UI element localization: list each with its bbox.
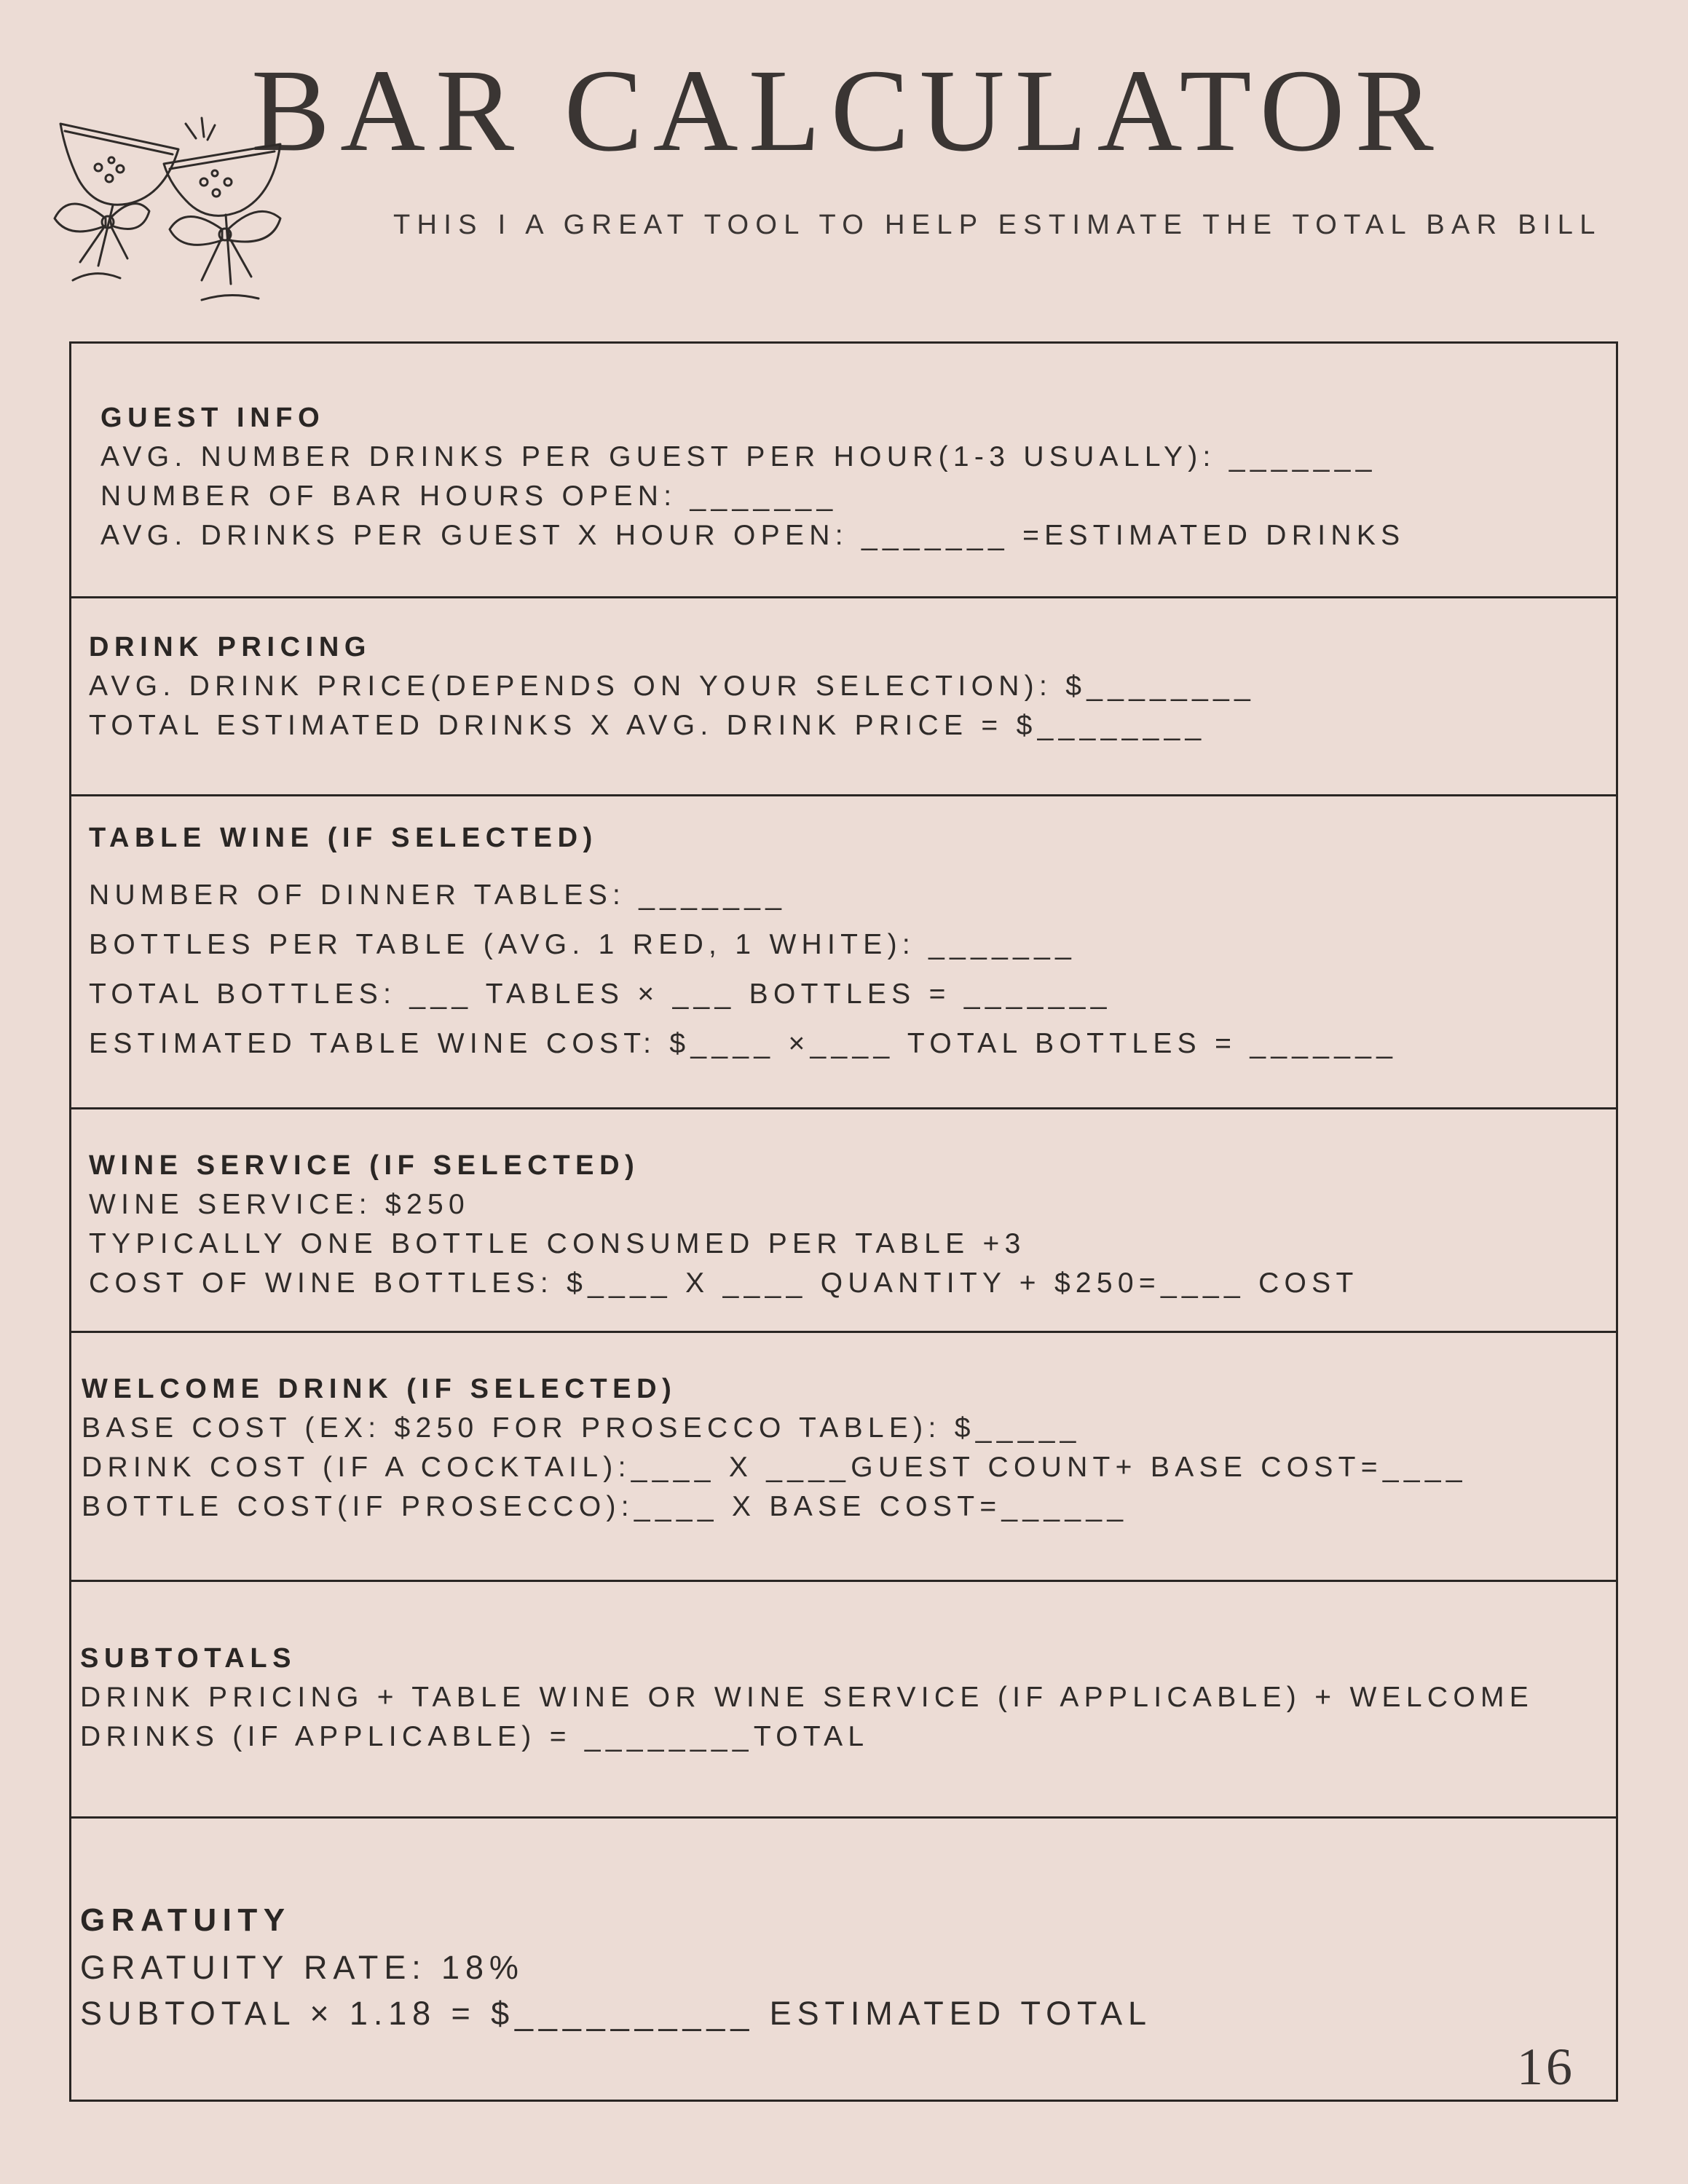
section-title: SUBTOTALS xyxy=(80,1643,297,1674)
section-gratuity xyxy=(71,1816,1616,2102)
page-number: 16 xyxy=(1517,2038,1575,2096)
section-table-wine xyxy=(71,794,1616,1107)
section-line: AVG. NUMBER DRINKS PER GUEST PER HOUR(1-3 USUALLY): _______ xyxy=(100,441,1377,472)
section-line: SUBTOTAL × 1.18 = $__________ ESTIMATED TOTAL xyxy=(80,1995,1152,2032)
section-line: AVG. DRINK PRICE(DEPENDS ON YOUR SELECTION): $________ xyxy=(89,670,1256,702)
section-title: WINE SERVICE (IF SELECTED) xyxy=(89,1150,640,1181)
section-line: BASE COST (EX: $250 FOR PROSECCO TABLE): $_____ xyxy=(82,1412,1081,1444)
section-title: WELCOME DRINK (IF SELECTED) xyxy=(82,1374,677,1404)
section-line: NUMBER OF BAR HOURS OPEN: _______ xyxy=(100,480,838,512)
section-line: GRATUITY RATE: 18% xyxy=(80,1949,524,1986)
section-line: DRINK PRICING + TABLE WINE OR WINE SERVICE (IF APPLICABLE) + WELCOME xyxy=(80,1682,1534,1713)
section-line: NUMBER OF DINNER TABLES: _______ xyxy=(89,879,787,911)
section-subtotals xyxy=(71,1580,1616,1816)
section-line: BOTTLES PER TABLE (AVG. 1 RED, 1 WHITE): _______ xyxy=(89,929,1077,960)
section-welcome-drink xyxy=(71,1331,1616,1580)
section-line: BOTTLE COST(IF PROSECCO):____ X BASE COST=______ xyxy=(82,1491,1129,1522)
section-line: AVG. DRINKS PER GUEST X HOUR OPEN: _______ =ESTIMATED DRINKS xyxy=(100,520,1405,551)
page-subtitle: THIS I A GREAT TOOL TO HELP ESTIMATE THE TOTAL BAR BILL xyxy=(393,210,1602,240)
section-line: TYPICALLY ONE BOTTLE CONSUMED PER TABLE +3 xyxy=(89,1228,1026,1259)
section-title: DRINK PRICING xyxy=(89,632,372,662)
section-title: TABLE WINE (IF SELECTED) xyxy=(89,823,598,853)
section-guest-info xyxy=(71,344,1616,596)
section-line: WINE SERVICE: $250 xyxy=(89,1189,470,1220)
page-title: BAR CALCULATOR xyxy=(251,46,1444,176)
section-title: GRATUITY xyxy=(80,1902,291,1938)
section-drink-pricing xyxy=(71,596,1616,794)
section-title: GUEST INFO xyxy=(100,403,326,433)
section-line: ESTIMATED TABLE WINE COST: $____ ×____ TOTAL BOTTLES = _______ xyxy=(89,1028,1398,1059)
calculator-frame xyxy=(69,341,1618,2102)
section-line: DRINK COST (IF A COCKTAIL):____ X ____GUEST COUNT+ BASE COST=____ xyxy=(82,1452,1467,1483)
section-line: TOTAL BOTTLES: ___ TABLES × ___ BOTTLES = _______ xyxy=(89,978,1112,1010)
section-wine-service xyxy=(71,1107,1616,1331)
champagne-glasses-icon xyxy=(40,109,302,328)
section-line: COST OF WINE BOTTLES: $____ X ____ QUANTITY + $250=____ COST xyxy=(89,1267,1359,1299)
section-line: DRINKS (IF APPLICABLE) = ________TOTAL xyxy=(80,1721,869,1752)
section-line: TOTAL ESTIMATED DRINKS X AVG. DRINK PRICE = $________ xyxy=(89,710,1207,741)
